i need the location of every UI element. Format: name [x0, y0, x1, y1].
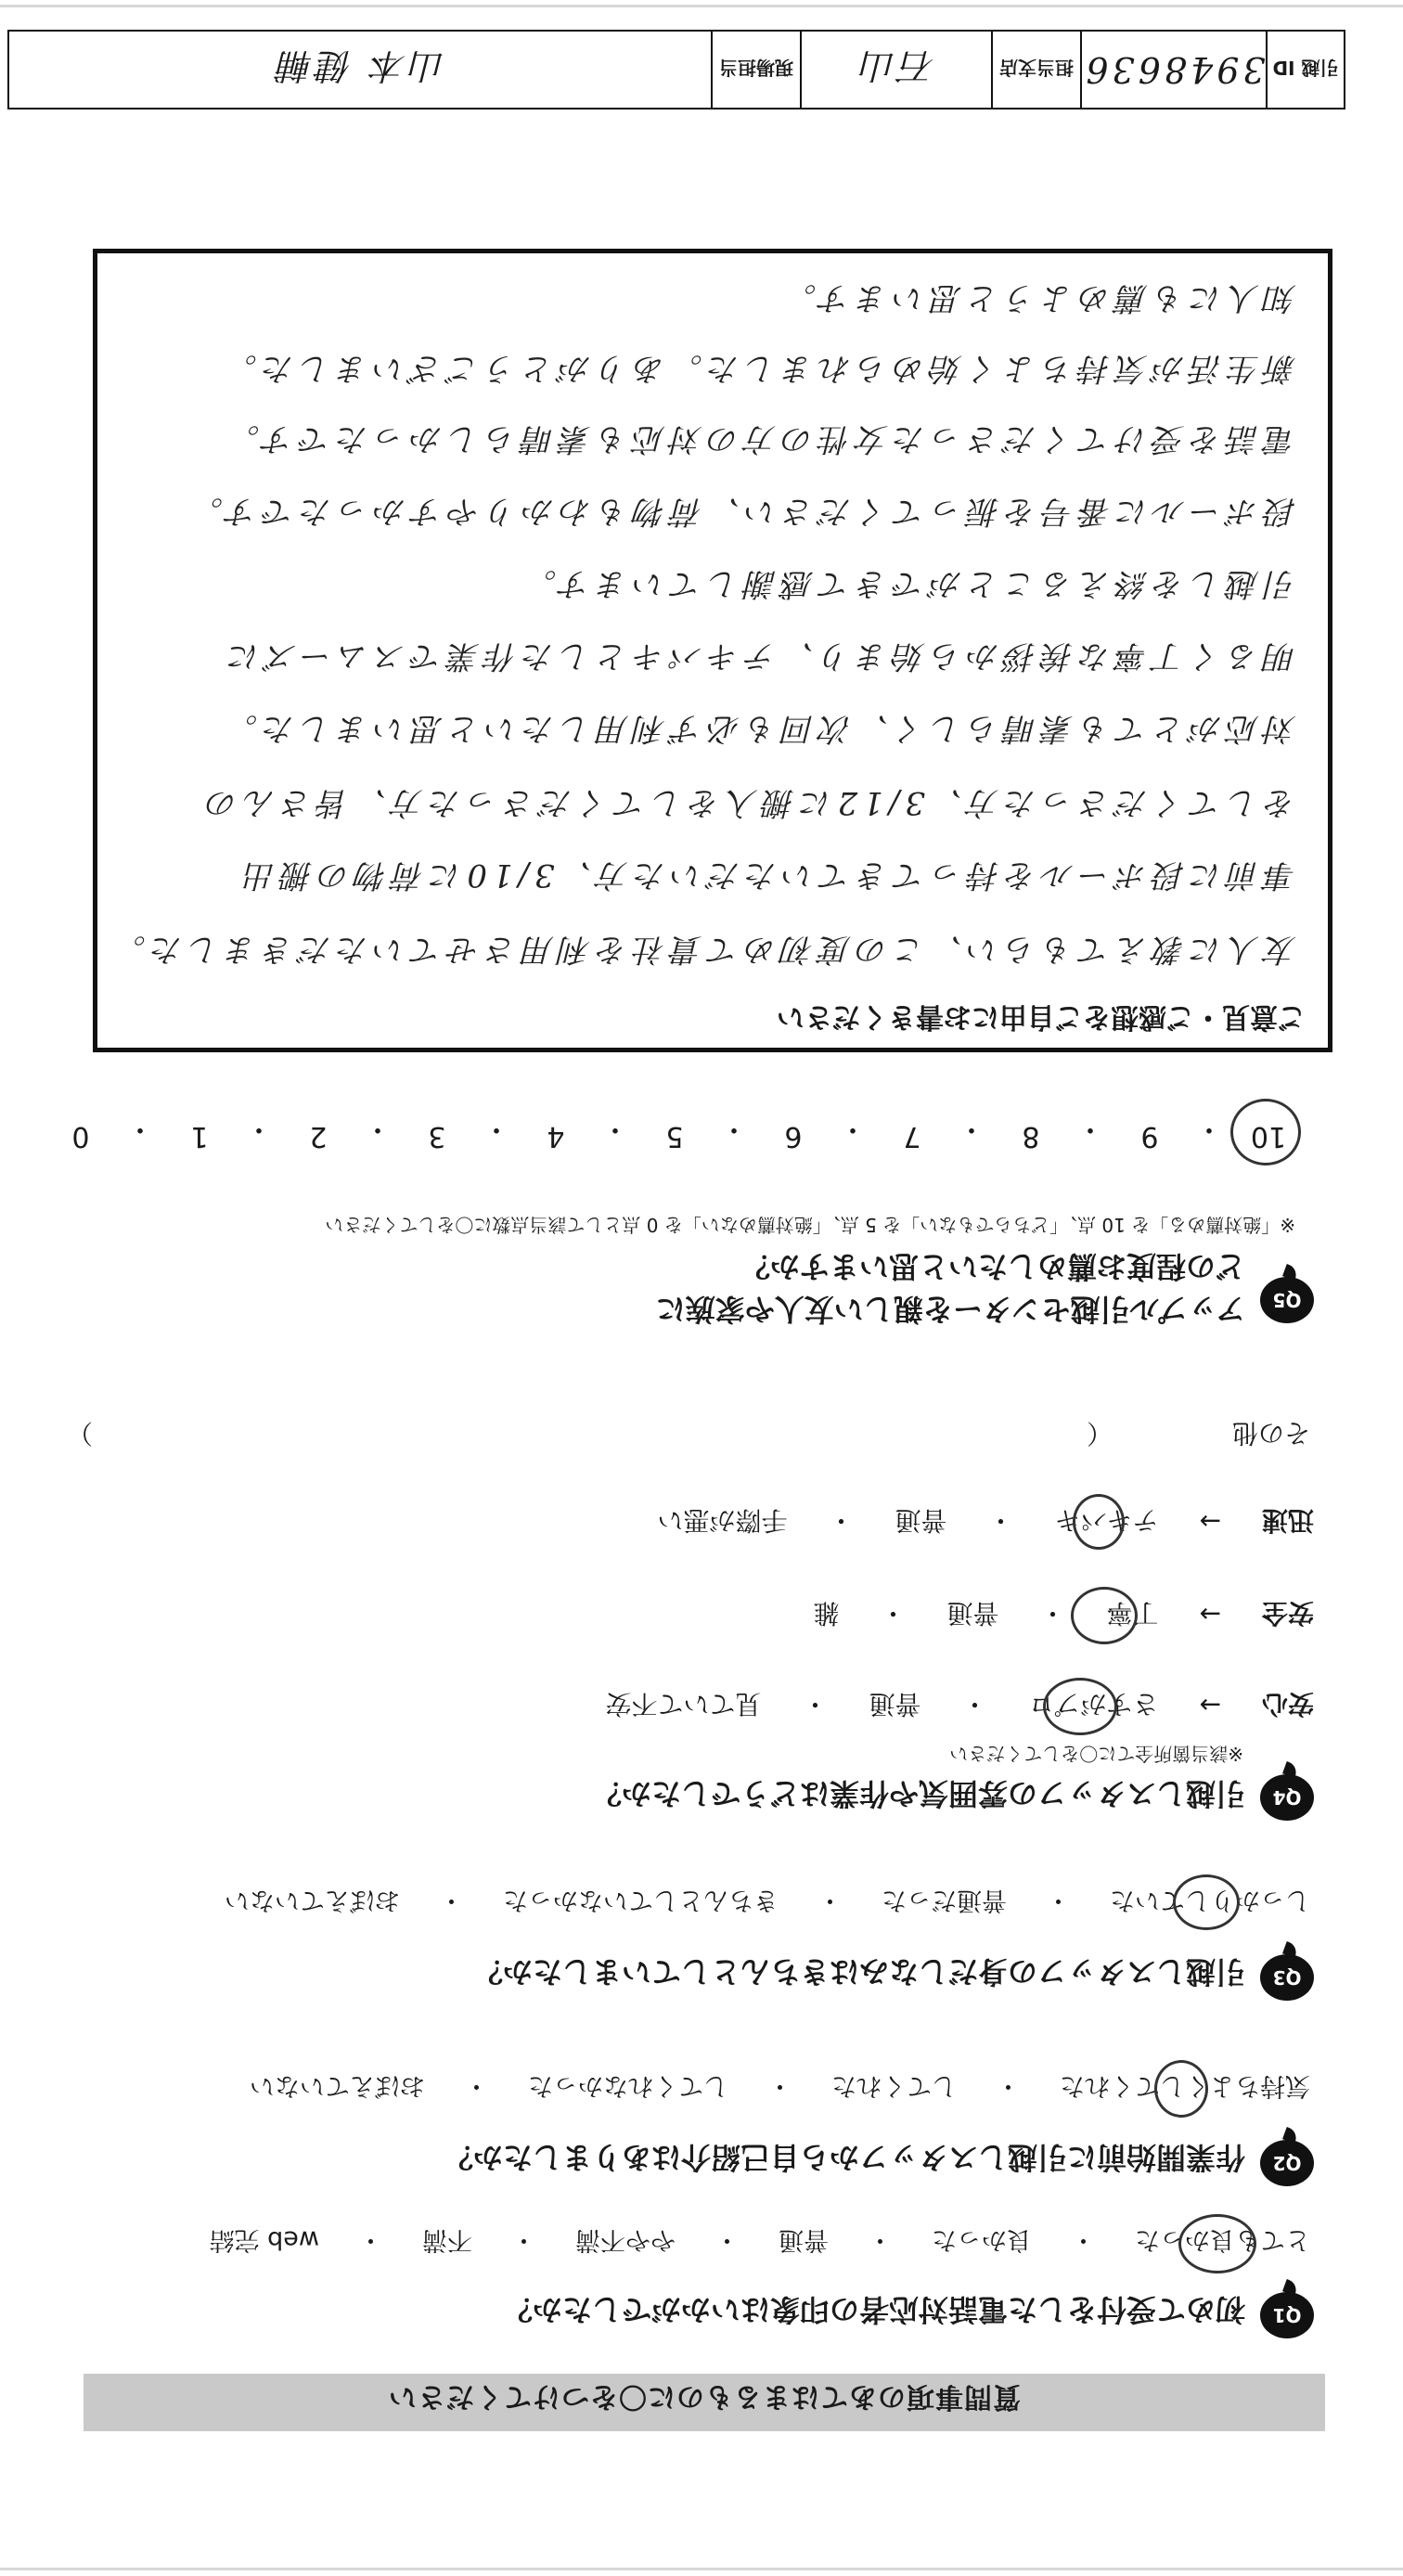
score-option[interactable]: 10: [1250, 1120, 1287, 1153]
q5-question-line2: どの程度お薦めしたいと思いますか？: [740, 1249, 1245, 1284]
site-leader-signature: 山本 健輔: [274, 45, 446, 87]
arrow-icon: →: [1199, 1690, 1221, 1721]
q4-row-label: 安全: [1261, 1598, 1314, 1629]
score-option[interactable]: 8: [1022, 1120, 1040, 1153]
comment-line: をしてくださった方、3/12に搬入をしてくださった方、皆さんの: [200, 784, 1296, 821]
instruction-banner: [84, 2374, 1325, 2431]
comment-line: 電話を受けてくださった女性の方の対応も素晴らしかったです。: [222, 420, 1296, 457]
q4-row-label: 安心: [1261, 1689, 1314, 1719]
q4-row-anzen: 安全 → 丁寧 ・ 普通 ・ 雑: [813, 1596, 1314, 1633]
scan-edge: [0, 5, 1403, 7]
q4-option[interactable]: 手際が悪い: [657, 1505, 788, 1536]
q1-options: とても良かった ・ 良かった ・ 普通 ・ やや不満 ・ 不満 ・ web 完結: [210, 2224, 1310, 2260]
q4-other-open[interactable]: （: [1087, 1418, 1113, 1449]
score-option[interactable]: 0: [71, 1120, 90, 1153]
score-option[interactable]: 5: [665, 1120, 684, 1153]
q4-option[interactable]: 普通: [895, 1505, 947, 1536]
q4-badge: Q4: [1260, 1774, 1314, 1821]
comment-line: 新生活が気持ちよく始められました。ありがとうございました。: [220, 350, 1296, 387]
move-id-value: 3948636: [1082, 49, 1266, 90]
score-option[interactable]: 6: [784, 1120, 803, 1153]
score-option[interactable]: 3: [428, 1120, 446, 1153]
q4-other-close: ）: [67, 1418, 94, 1449]
q1-option[interactable]: やや不満: [575, 2225, 676, 2254]
comment-box: [93, 249, 1332, 1052]
comment-line: 引越しを終えることができて感謝しています。: [519, 565, 1296, 602]
q2-options: 気持ちよくしてくれた ・ してくれた ・ してくれなかった ・ おぼえていない: [250, 2070, 1310, 2106]
comment-line: 明るく丁寧な挨拶から始まり、テキパキとした作業でスムーズに: [223, 638, 1296, 675]
score-option[interactable]: 1: [190, 1120, 209, 1153]
q4-option[interactable]: 見ていて不安: [605, 1689, 762, 1719]
q4-other-label: その他: [1231, 1418, 1310, 1449]
q2-option[interactable]: おぼえていない: [250, 2071, 425, 2100]
branch-label: 担当支店: [999, 57, 1074, 80]
comment-line: 友人に教えてもらい、この度初めて貴社を利用させていただきました。: [109, 931, 1296, 968]
q2-question: 作業開始前に引越しスタッフから自己紹介はありましたか？: [443, 2140, 1245, 2175]
score-option[interactable]: 9: [1140, 1120, 1159, 1153]
q4-option[interactable]: 普通: [946, 1598, 999, 1629]
q4-option[interactable]: テキパキ: [1054, 1505, 1159, 1536]
scan-edge: [0, 2568, 1403, 2570]
q3-option[interactable]: 普通だった: [882, 1886, 1007, 1914]
q1-option[interactable]: 普通: [779, 2225, 829, 2254]
q5-question-line1: アップル引越センターを親しい友人や家族に: [655, 1292, 1245, 1327]
q1-option[interactable]: とても良かった: [1135, 2225, 1310, 2254]
q1-option[interactable]: web 完結: [209, 2225, 319, 2254]
comment-line: 事前に段ボールを持ってきていただいた方、3/10に荷物の搬出: [238, 857, 1296, 894]
arrow-icon: →: [1199, 1506, 1221, 1538]
staff-info-table: [7, 30, 1345, 109]
q4-row-jinsoku: 迅速 → テキパキ ・ 普通 ・ 手際が悪い: [657, 1503, 1314, 1540]
site-leader-label: 現場担当: [719, 57, 793, 80]
comment-line: 知人にも薦めようと思います。: [779, 279, 1296, 316]
q2-badge: Q2: [1260, 2140, 1314, 2186]
q1-badge: Q1: [1260, 2292, 1314, 2338]
q3-question: 引越しスタッフの身だしなみはきちんとしていましたか？: [472, 1954, 1245, 1990]
comment-line: 対応がとても素晴らしく、次回も必ず利用したいと思いました。: [220, 710, 1296, 747]
instruction-text: 質問事項のあてはまるものに〇をつけてください: [388, 2380, 1021, 2413]
q4-row-label: 迅速: [1261, 1505, 1314, 1536]
q5-badge: Q5: [1260, 1277, 1314, 1323]
score-option[interactable]: 4: [547, 1120, 565, 1153]
comment-title: ご意見・ご感想をご自由にお書きください: [777, 1000, 1306, 1033]
q4-option[interactable]: 普通: [869, 1689, 921, 1719]
q4-other-row: [67, 1416, 1310, 1453]
q3-option[interactable]: しっかりしていた: [1110, 1886, 1310, 1914]
score-option[interactable]: 7: [903, 1120, 921, 1153]
q3-badge: Q3: [1260, 1954, 1314, 2001]
q2-option[interactable]: してくれなかった: [528, 2071, 728, 2100]
q2-option[interactable]: 気持ちよくしてくれた: [1060, 2071, 1310, 2100]
q1-option[interactable]: 良かった: [932, 2225, 1032, 2254]
q1-question: 初めて受付をした電話対応者の印象はいかがでしたか？: [502, 2292, 1245, 2327]
branch-value: 石山: [857, 45, 936, 87]
q4-note: ※該当箇所全てに〇をしてください: [949, 1743, 1243, 1765]
arrow-icon: →: [1199, 1599, 1221, 1630]
q1-option[interactable]: 不満: [422, 2225, 472, 2254]
q3-option[interactable]: おぼえていない: [225, 1886, 400, 1914]
q4-option[interactable]: さすがプロ: [1028, 1689, 1159, 1719]
move-id-label: 引越 ID: [1272, 57, 1339, 80]
q4-row-anshin: 安心 → さすがプロ ・ 普通 ・ 見ていて不安: [605, 1687, 1314, 1724]
comment-line: 段ボールに番号を振ってください、荷物もわかりやすかったです。: [186, 493, 1296, 530]
q2-option[interactable]: してくれた: [831, 2071, 957, 2100]
q5-note: ※「絶対薦める」を 10 点、「どちらでもない」を 5 点、「絶対薦めない」を 0 点として該当点数に〇をしてください: [325, 1214, 1295, 1236]
q5-score-scale: 10 ・ 9 ・ 8 ・ 7 ・ 6 ・ 5 ・ 4 ・ 3 ・ 2 ・ 1 ・ 0: [39, 1112, 1310, 1153]
score-option[interactable]: 2: [309, 1120, 328, 1153]
q4-option[interactable]: 丁寧: [1106, 1598, 1159, 1629]
q3-option[interactable]: きちんとしていなかった: [503, 1886, 779, 1914]
q4-option[interactable]: 雑: [813, 1598, 840, 1629]
q3-options: しっかりしていた ・ 普通だった ・ きちんとしていなかった ・ おぼえていない: [225, 1885, 1310, 1921]
q4-question: 引越しスタッフの雰囲気や作業はどうでしたか？: [591, 1776, 1245, 1811]
